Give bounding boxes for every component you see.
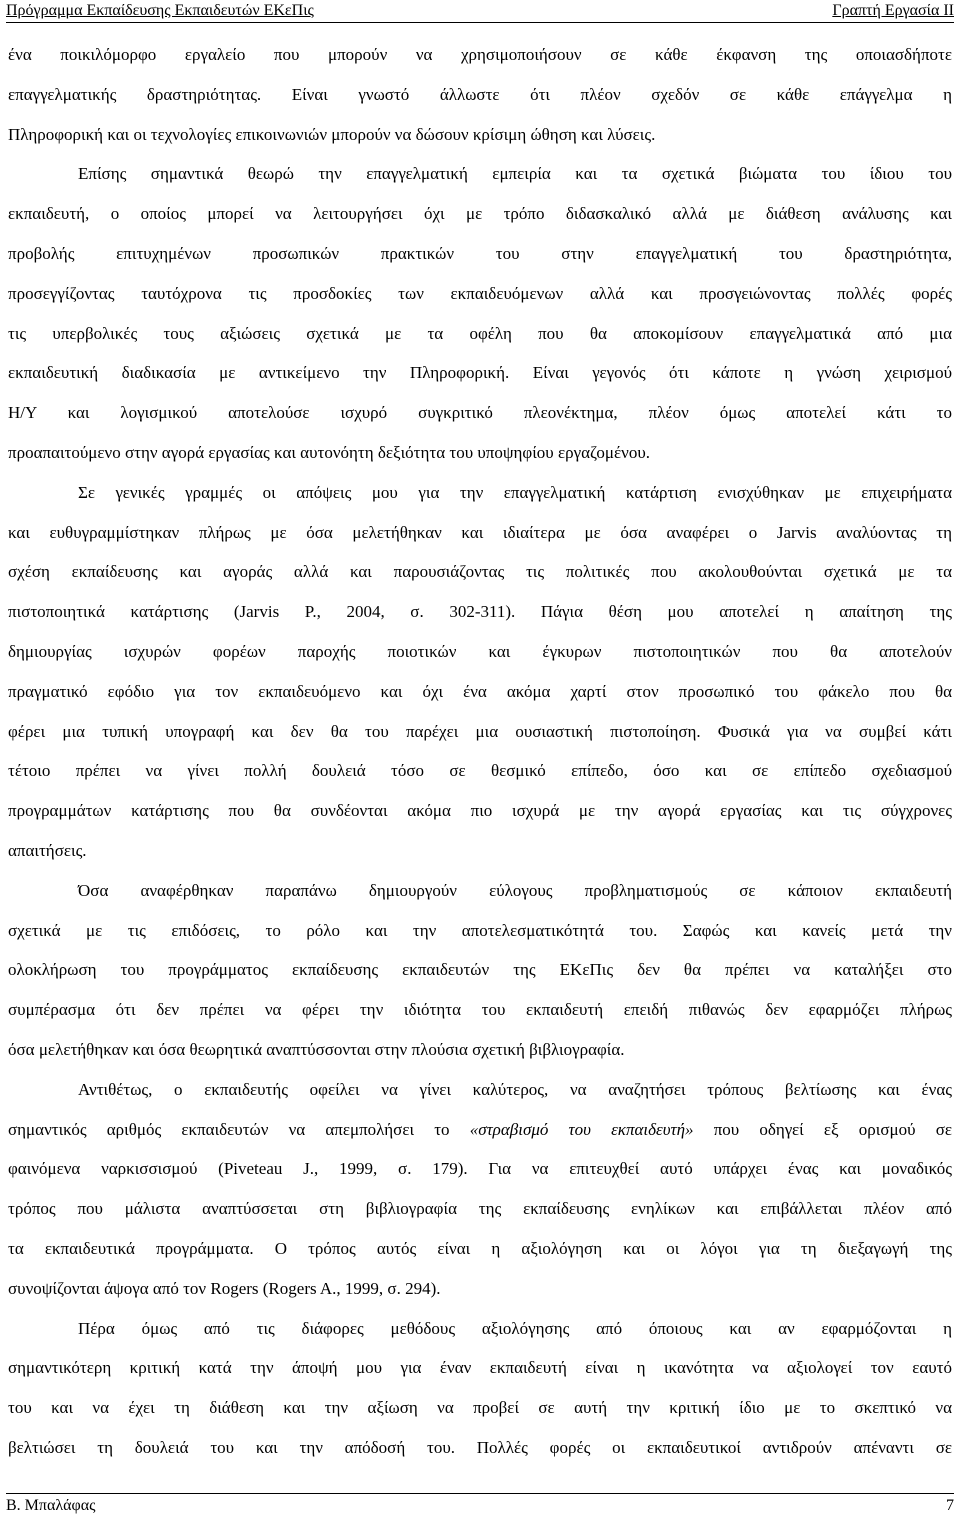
emphasized-quote: «στραβισμό του εκπαιδευτή» — [469, 1119, 694, 1139]
text-line: Σε γενικές γραμμές οι απόψεις μου για την επαγγελματική κατάρτιση ενισχύθηκαν με επιχειρήματα — [78, 482, 952, 502]
header-assignment-title: Γραπτή Εργασία ΙΙ — [832, 2, 954, 19]
text-line: επαγγελματικής δραστηριότητας. Είναι γνωστό άλλωστε ότι πλέον σχεδόν σε κάθε επάγγελμα η — [8, 84, 952, 104]
text-line: φέρει μια τυπική υπογραφή και δεν θα του παρέχει μια ουσιαστική πιστοποίηση. Φυσικά για να συμβεί κάτι — [8, 721, 952, 741]
text-line: προσεγγίζοντας ταυτόχρονα τις προσδοκίες των εκπαιδευόμενων αλλά και προσγειώνοντας πολλές φορές — [8, 283, 952, 303]
paragraph — [8, 473, 952, 871]
text-segment: που οδηγεί εξ ορισμού σε — [693, 1119, 952, 1139]
text-line: Αντιθέτως, ο εκπαιδευτής οφείλει να γίνει καλύτερος, να αναζητήσει τρόπους βελτίωσης και ένας — [78, 1079, 952, 1099]
text-line: εκπαιδευτή, ο οποίος μπορεί να λειτουργήσει όχι με τρόπο διδασκαλικό αλλά με διάθεση ανάλυσης και — [8, 204, 952, 224]
text-line: Πέρα όμως από τις διάφορες μεθόδους αξιολόγησης από όποιους και αν εφαρμόζονται η — [78, 1318, 952, 1338]
page-header — [6, 0, 954, 23]
text-line: δημιουργίας ισχυρών φορέων παροχής ποιοτικών και έγκυρων πιστοποιητικών που θα αποτελούν — [8, 641, 952, 661]
text-line: τρόπος που μάλιστα αναπτύσσεται στη βιβλιογραφία της εκπαίδευσης ενηλίκων και επιβάλλεται πλέον από — [8, 1199, 952, 1219]
text-line: σχέση εκπαίδευσης και αγοράς αλλά και παρουσιάζοντας τις πολιτικές που ακολουθούνται σχετικά με τα — [8, 562, 952, 582]
text-line: Όσα αναφέρθηκαν παραπάνω δημιουργούν εύλογους προβληματισμούς σε κάποιον εκπαιδευτή — [78, 880, 952, 900]
text-line: προαπαιτούμενο στην αγορά εργασίας και αυτονόητη δεξιότητα του υποψηφίου εργαζομένου. — [8, 442, 651, 462]
text-line: του και να έχει τη διάθεση και την αξίωση να προβεί σε αυτή την κριτική ίδιο με το σκεπτικό να — [8, 1398, 952, 1418]
text-line: Επίσης σημαντικά θεωρώ την επαγγελματική εμπειρία και τα σχετικά βιώματα του ίδιου του — [78, 164, 952, 184]
text-segment: σημαντικός αριθμός εκπαιδευτών να απεμπολήσει το — [8, 1119, 470, 1139]
page-footer — [6, 1493, 954, 1516]
paragraph — [8, 154, 952, 472]
document-body — [8, 35, 952, 1468]
text-line: πιστοποιητικά κατάρτισης (Jarvis P., 2004, σ. 302-311). Πάγια θέση μου αποτελεί η απαίτηση της — [8, 602, 952, 622]
footer-author: Β. Μπαλάφας — [6, 1497, 96, 1514]
footer-page-number: 7 — [946, 1497, 954, 1514]
text-line: ολοκλήρωση του προγράμματος εκπαίδευσης εκπαιδευτών της ΕΚεΠις δεν θα πρέπει να καταλήξει στο — [8, 960, 952, 980]
paragraph — [8, 871, 952, 1070]
text-line-with-emphasis — [8, 1110, 952, 1150]
text-line: ένα ποικιλόμορφο εργαλείο που μπορούν να χρησιμοποιήσουν σε κάθε έκφανση της οποιασδήποτε — [8, 45, 952, 64]
text-line: συμπέρασμα ότι δεν πρέπει να φέρει την ιδιότητα του εκπαιδευτή επειδή πιθανώς δεν εφαρμόζει πλήρως — [8, 1000, 952, 1020]
text-line: φαινόμενα ναρκισσισμού (Piveteau J., 1999, σ. 179). Για να επιτευχθεί αυτό υπάρχει ένας και μοναδικός — [8, 1159, 952, 1179]
text-line: εκπαιδευτική διαδικασία με αντικείμενο την Πληροφορική. Είναι γεγονός ότι κάποτε η γνώση χειρισμού — [8, 363, 952, 383]
paragraph — [8, 1070, 952, 1309]
text-line: τις υπερβολικές τους αξιώσεις σχετικά με τα οφέλη που θα αποκομίσουν επαγγελματικά από μια — [8, 323, 952, 343]
paragraph — [8, 35, 952, 154]
text-line: Πληροφορική και οι τεχνολογίες επικοινωνιών μπορούν να δώσουν κρίσιμη ώθηση και λύσεις. — [8, 124, 656, 144]
paragraph — [8, 1309, 952, 1468]
text-line: βελτιώσει τη δουλειά του και την απόδοσή του. Πολλές φορές οι εκπαιδευτικοί αντιδρούν απέναντι σε — [8, 1437, 952, 1457]
text-line: συνοψίζονται άψογα από τον Rogers (Rogers A., 1999, σ. 294). — [8, 1278, 441, 1298]
header-course-title: Πρόγραμμα Εκπαίδευσης Εκπαιδευτών ΕΚεΠις — [6, 2, 314, 19]
text-line: απαιτήσεις. — [8, 840, 87, 860]
text-line: όσα μελετήθηκαν και όσα θεωρητικά αναπτύσσονται στην πλούσια σχετική βιβλιογραφία. — [8, 1039, 625, 1059]
text-line: σχετικά με τις επιδόσεις, το ρόλο και την αποτελεσματικότητά του. Σαφώς και κανείς μετά την — [8, 920, 952, 940]
text-line: και ευθυγραμμίστηκαν πλήρως με όσα μελετήθηκαν και ιδιαίτερα με όσα αναφέρει ο Jarvis αναλύοντας τη — [8, 522, 952, 542]
text-line: προβολής επιτυχημένων προσωπικών πρακτικών του στην επαγγελματική του δραστηριότητα, — [8, 243, 952, 263]
text-line: προγραμμάτων κατάρτισης που θα συνδέονται ακόμα πιο ισχυρά με την αγορά εργασίας και τις σύγχρονες — [8, 801, 952, 821]
text-line: σημαντικότερη κριτική κατά την άποψή μου για έναν εκπαιδευτή είναι η ικανότητα να αξιολογεί τον εαυτό — [8, 1358, 952, 1378]
text-line: Η/Υ και λογισμικού αποτελούσε ισχυρό συγκριτικό πλεονέκτημα, πλέον όμως αποτελεί κάτι το — [8, 403, 952, 423]
text-line: τα εκπαιδευτικά προγράμματα. Ο τρόπος αυτός είναι η αξιολόγηση και οι λόγοι για τη διεξαγωγή της — [8, 1238, 952, 1258]
text-line: τέτοιο πρέπει να γίνει πολλή δουλειά τόσο σε θεσμικό επίπεδο, όσο και σε επίπεδο σχεδιασμού — [8, 761, 952, 781]
text-line: πραγματικό εφόδιο για τον εκπαιδευόμενο και όχι ένα ακόμα χαρτί στον προσωπικό του φάκελο που θα — [8, 681, 952, 701]
